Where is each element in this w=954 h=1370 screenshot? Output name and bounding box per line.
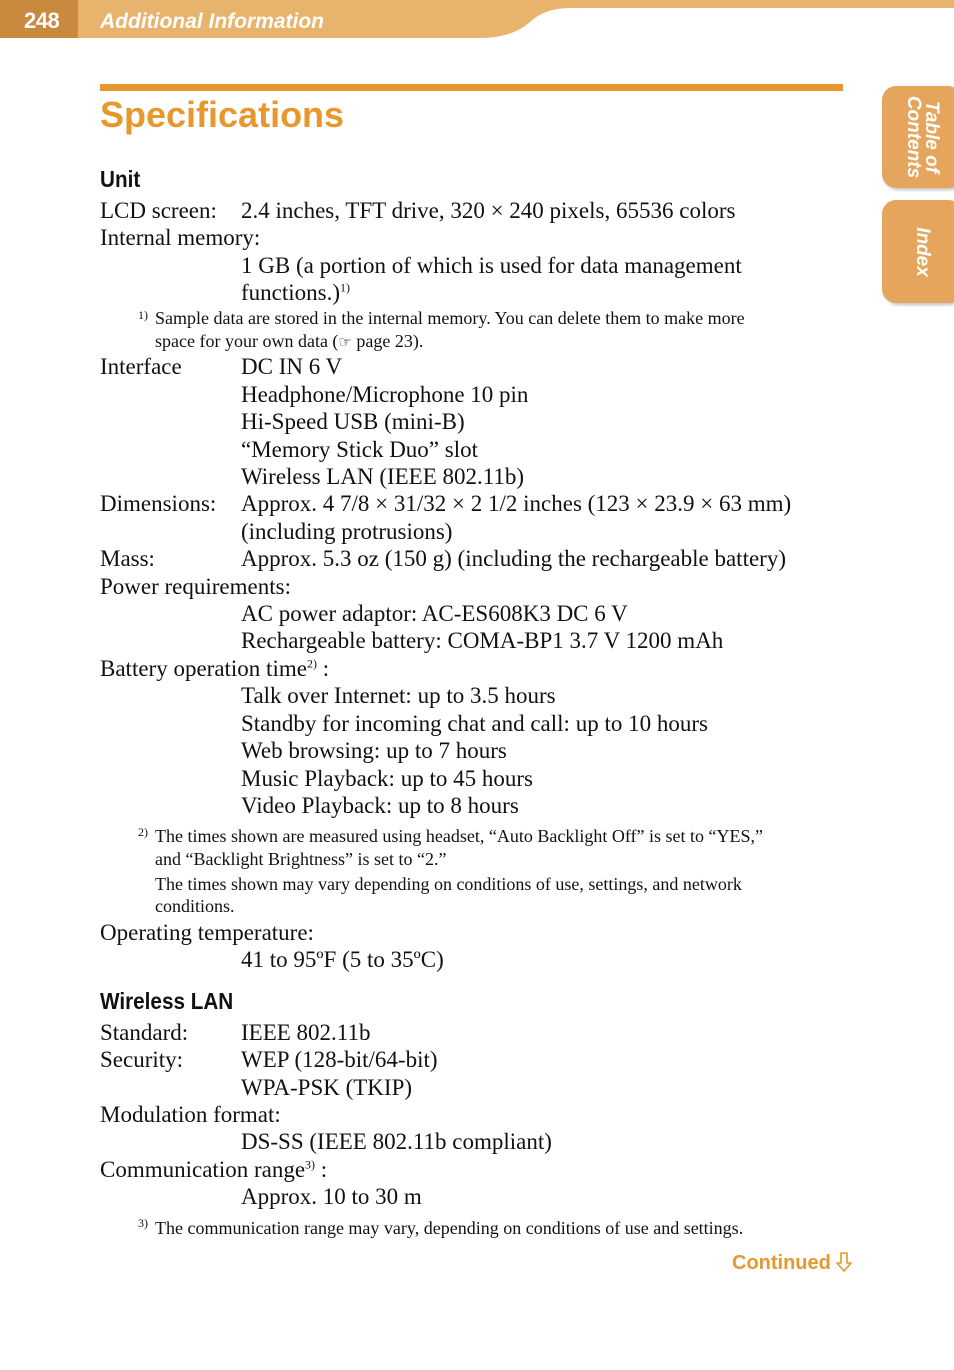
temperature-value: 41 to 95ºF (5 to 35ºC) <box>241 947 444 972</box>
table-of-contents-label: Table of Contents <box>903 95 942 179</box>
footnote-2-line: The times shown may vary depending on conditions of use, settings, and network <box>155 874 742 894</box>
memory-label: Internal memory: <box>100 225 261 250</box>
battery-value: Talk over Internet: up to 3.5 hours <box>241 683 556 708</box>
range-value: Approx. 10 to 30 m <box>241 1184 422 1209</box>
footnote-2-mark: 2) <box>138 825 148 839</box>
down-arrow-icon <box>836 1252 852 1272</box>
power-value: Rechargeable battery: COMA-BP1 3.7 V 1200 mAh <box>241 628 724 653</box>
page-number: 248 <box>24 8 60 33</box>
lcd-label: LCD screen: <box>100 198 217 223</box>
range-label-text: Communication range <box>100 1157 306 1182</box>
interface-label: Interface <box>100 354 182 379</box>
memory-value-line2 <box>241 279 350 306</box>
footnote-2-line: The times shown are measured using headset, “Auto Backlight Off” is set to “YES,” <box>155 826 764 846</box>
footnote-1-page-link[interactable]: page 23). <box>351 331 424 351</box>
battery-label <box>100 655 329 682</box>
footnote-ref-2: 2) <box>306 656 317 671</box>
table-of-contents-tab[interactable] <box>882 86 954 188</box>
battery-value: Standby for incoming chat and call: up to 10 hours <box>241 711 708 736</box>
mass-value: Approx. 5.3 oz (150 g) (including the rechargeable battery) <box>241 546 786 571</box>
dimensions-label: Dimensions: <box>100 491 217 516</box>
footnote-1-line2 <box>155 330 423 353</box>
dimensions-value-line2: (including protrusions) <box>241 519 453 544</box>
footnote-ref-1: 1) <box>340 280 351 295</box>
footnote-1-mark: 1) <box>138 308 148 322</box>
page-header <box>0 0 954 40</box>
standard-value: IEEE 802.11b <box>241 1020 371 1045</box>
mass-label: Mass: <box>100 546 155 571</box>
lcd-value: 2.4 inches, TFT drive, 320 × 240 pixels, 65536 colors <box>241 198 736 223</box>
power-value: AC power adaptor: AC-ES608K3 DC 6 V <box>241 601 628 626</box>
footnote-1-text-a: space for your own data ( <box>155 331 339 351</box>
interface-value: Wireless LAN (IEEE 802.11b) <box>241 464 525 489</box>
wireless-lan-heading: Wireless LAN <box>100 988 234 1014</box>
footnote-ref-3: 3) <box>305 1157 316 1172</box>
unit-heading: Unit <box>100 166 141 192</box>
section-title: Additional Information <box>100 10 324 33</box>
temperature-label: Operating temperature: <box>100 920 314 945</box>
pointing-hand-icon: ☞ <box>338 333 352 351</box>
security-value: WEP (128-bit/64-bit) <box>241 1047 438 1072</box>
continued-link[interactable] <box>732 1252 852 1275</box>
interface-value: Hi-Speed USB (mini-B) <box>241 409 465 434</box>
power-label: Power requirements: <box>100 574 291 599</box>
footnote-1-line1: Sample data are stored in the internal memory. You can delete them to make more <box>155 308 745 328</box>
security-label: Security: <box>100 1047 184 1072</box>
page-title: Specifications <box>100 94 345 135</box>
footnote-3-mark: 3) <box>138 1216 148 1230</box>
index-tab[interactable] <box>882 200 954 303</box>
battery-value: Music Playback: up to 45 hours <box>241 766 533 791</box>
battery-label-colon: : <box>316 656 330 681</box>
interface-value: DC IN 6 V <box>241 354 343 379</box>
interface-value: “Memory Stick Duo” slot <box>241 437 478 462</box>
memory-value-line1: 1 GB (a portion of which is used for data management <box>241 253 742 278</box>
security-value: WPA-PSK (TKIP) <box>241 1075 413 1100</box>
title-rule <box>100 84 843 91</box>
footnote-2-line: and “Backlight Brightness” is set to “2.” <box>155 849 447 869</box>
battery-value: Video Playback: up to 8 hours <box>241 793 519 818</box>
battery-label-text: Battery operation time <box>100 656 307 681</box>
interface-value: Headphone/Microphone 10 pin <box>241 382 529 407</box>
range-label <box>100 1156 327 1183</box>
battery-value: Web browsing: up to 7 hours <box>241 738 507 763</box>
footnote-2-line: conditions. <box>155 896 235 916</box>
footnote-3-line: The communication range may vary, depending on conditions of use and settings. <box>155 1218 744 1238</box>
continued-label: Continued <box>732 1252 831 1274</box>
range-label-colon: : <box>315 1157 328 1182</box>
dimensions-value-line1: Approx. 4 7/8 × 31/32 × 2 1/2 inches (123 × 23.9 × 63 mm) <box>241 491 792 516</box>
modulation-label: Modulation format: <box>100 1102 281 1127</box>
memory-value-text: functions.) <box>241 280 341 305</box>
standard-label: Standard: <box>100 1020 189 1045</box>
index-label: Index <box>912 226 933 277</box>
modulation-value: DS-SS (IEEE 802.11b compliant) <box>241 1129 552 1154</box>
